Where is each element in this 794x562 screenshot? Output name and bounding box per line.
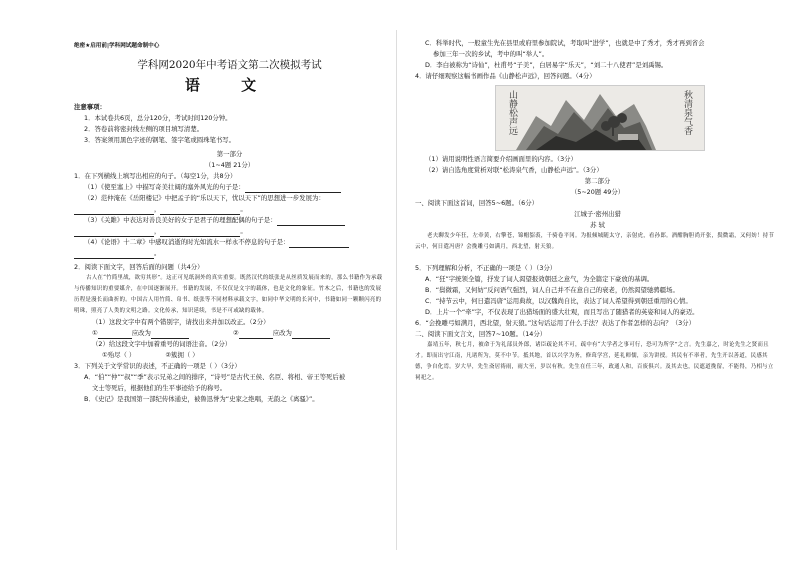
answer-blank[interactable]: [74, 229, 154, 237]
part1-title: 第一部分: [216, 150, 243, 158]
subject-title: 语 文: [184, 76, 275, 94]
q3-option-a: A．“伯”“仲”“叔”“季”表示兄弟之间的排序，“诗号”是古代王侯、名臣、将相、帝王等死后被: [84, 373, 346, 381]
classical-passage: 嘉靖五年，秋七月，被命于为礼部员外郎，诸臣疏论其不可，疏中有“大学者之事可行，恐可为所学”之言。先生嘉之，时论先生之贤而且才。即而出守江南，凡诸所为，莫不中节。抵其地，首以兴学为务，修葺学宫，延礼师儒，亲为讲授。其民有不率者，先生开以善道，民感其德，争自化焉。岁大旱，先生斋居祷雨，雨大至，岁以有秋。先生在任三年，政通人和，百废俱兴。及其去也，民遮道挽留，不能得，乃相与立祠祀之。: [415, 342, 774, 381]
q2-sub2: （2）给这段文字中加着重号的词语注音。（2分）: [92, 340, 232, 348]
q1-stem: 1．在下列横线上填写出相应的句子。（每空1分，共8分）: [74, 172, 237, 180]
calligraphy-right: 秋清泉气香: [682, 90, 692, 135]
notice-item: 2．答卷前将密封线左侧的项目填写清楚。: [84, 125, 204, 133]
answer-blank[interactable]: [98, 331, 132, 339]
q2-pinyin: ①殆尽（ ） ②簇拥（ ）: [102, 351, 199, 359]
painting-image: [496, 86, 704, 150]
notice-item: 1．本试卷共6页，总分120分，考试时间120分钟。: [84, 114, 232, 122]
answer-blank[interactable]: [160, 207, 240, 215]
q5-option-a: A．“狂”字统领全篇，抒发了词人渴望报效朝廷之意气，为全篇定下豪放的基调。: [425, 275, 654, 283]
part2-title: 第二部分: [584, 177, 611, 185]
poem-author: 苏 轼: [590, 221, 605, 229]
poem-title: 江城子·密州出猎: [574, 210, 621, 218]
q3-option-d: D．李白被称为“诗仙”，杜甫号“子美”，白居易字“乐天”，“刘二十八使君”是刘禹锡。: [425, 61, 668, 69]
q2-passage: 古人在“竹简里战，欲穷其形”。这正可见纸洞外的真实重要。既然汉代的纸张是从丝质发展而来的，那么书籍作为承载与传播知识的重要媒介，在中国逐渐展开。书籍的发展，不仅仅是文字的载体，也是文化的象征。竹木之后，书籍也的发展历程是漫长而曲折的。中国古人用竹简、帛书、纸张等不同材料承载文字，如同中华文明的长河中，书籍如同一颗颗闪亮的明珠，照亮了人类的文明之路。文化传承，知识延续，书是不可或缺的载体。: [74, 275, 383, 314]
q2-sub1: （1）这段文字中有两个错别字，请找出来并加以改正。（2分）: [92, 318, 270, 326]
q2-fixes: ① 应改为 ② 应改为: [74, 328, 385, 339]
q1-item-3-blanks: ， 。: [74, 226, 385, 237]
section1-heading: 一、阅读下面这首词，回答5~6题。（6分）: [415, 199, 538, 207]
calligraphy-left: 山静松声远: [507, 90, 517, 135]
q1-item-3: （3）《关雎》中表达对善良美好的女子是君子的理想配偶的句子是：: [74, 215, 385, 226]
notice-item: 3．答案须用黑色字迹的钢笔、签字笔或圆珠笔书写。: [84, 136, 236, 144]
q1-item-4: （4）《论语》十二章》中感叹消逝的时光如流水一样永不停息的句子是：: [74, 237, 385, 248]
answer-blank[interactable]: [151, 331, 189, 339]
answer-blank[interactable]: [74, 251, 154, 259]
q4-sub2: （2）请自选角度赏析对联“松涛泉气香，山静松声远”。（3分）: [425, 166, 603, 174]
q1-item-4-blanks: 。: [74, 248, 385, 259]
q3-option-c-cont: 参加三年一次的乡试，考中的叫“举人”。: [433, 50, 549, 58]
section2-heading: 二、阅读下面文言文，回答7~10题。（14分）: [415, 330, 547, 338]
q6-stem: 6．“会挽雕弓如满月，西北望，射天狼。”这句话运用了什么手法？表达了作者怎样的志向？（3分）: [415, 319, 695, 327]
landscape-painting: [495, 85, 705, 151]
q2-stem: 2．阅读下面文字，回答后面的问题（共4分）: [74, 263, 204, 271]
q3-option-c: C．科举时代，一般童生先在县里或府里参加院试，考取叫“进学”，也就是中了秀才，秀才再到省会: [425, 39, 705, 47]
q1-item-2-blanks: ， 。: [74, 204, 385, 215]
q3-option-b: B．《史记》是我国第一部纪传体通史，被鲁迅誉为“史家之绝唱，无韵之《离骚》”。: [84, 395, 319, 403]
q1-item-1: （1）《使至塞上》中描写奇美壮阔的塞外风光的句子是：: [74, 182, 385, 193]
q4-stem: 4．请仔细观察这幅书画作品《山静松声远》，回答问题。（4分）: [415, 72, 596, 80]
q5-option-b: B．“鬓微霜，又何妨”反问语气强烈，词人自己并不在意自己的衰老，仍然渴望驰骋疆场。: [425, 286, 679, 294]
q5-option-c: C．“持节云中，何日遣冯唐”运用典故，以汉魏尚自比，表达了词人希望得到朝廷重用的心情。: [425, 297, 692, 305]
right-page: [397, 0, 794, 562]
answer-blank[interactable]: [277, 218, 345, 226]
q4-sub1: （1）请用说明性语言简要介绍画面里的内容。（3分）: [425, 155, 577, 163]
answer-blank[interactable]: [289, 240, 349, 248]
poem-text: 老夫聊发少年狂，左牵黄，右擎苍，锦帽貂裘，千骑卷平冈。为报倾城随太守，亲射虎，看孙郎。酒酣胸胆尚开张，鬓微霜，又何妨！持节云中，何日遣冯唐？会挽雕弓如满月，西北望，射天狼。: [415, 233, 775, 250]
part2-subtitle: （5~20题 49分）: [570, 188, 625, 196]
q1-item-2: （2）范仲淹在《岳阳楼记》中把孟子的“乐以天下，忧以天下”的思想进一步发展为：: [84, 194, 325, 202]
q5-option-d: D．上片一个“牵”字，不仅表现了出猎场面的盛大壮观，而且写出了随猎者的英姿和词人的豪迈。: [425, 308, 699, 316]
answer-blank[interactable]: [160, 229, 240, 237]
answer-blank[interactable]: [239, 331, 273, 339]
confidential-note: 绝密★启用前|学科网试题命制中心: [74, 43, 160, 49]
notice-heading: 注意事项：: [74, 103, 106, 111]
q3-option-a-cont: 文士等死后，根据他们的生平事迹给予的称号。: [92, 384, 227, 392]
q3-stem: 3．下列关于文学常识的表述，不正确的一项是（ ）（3分）: [74, 362, 241, 370]
answer-blank[interactable]: [292, 331, 330, 339]
answer-blank[interactable]: [245, 185, 341, 193]
part1-subtitle: （1~4题 21分）: [204, 161, 255, 169]
answer-blank[interactable]: [74, 207, 154, 215]
q5-stem: 5．下列理解和分析，不正确的一项是（ ）（3分）: [415, 264, 557, 272]
exam-title: 学科网2020年中考语文第二次模拟考试: [137, 59, 322, 71]
